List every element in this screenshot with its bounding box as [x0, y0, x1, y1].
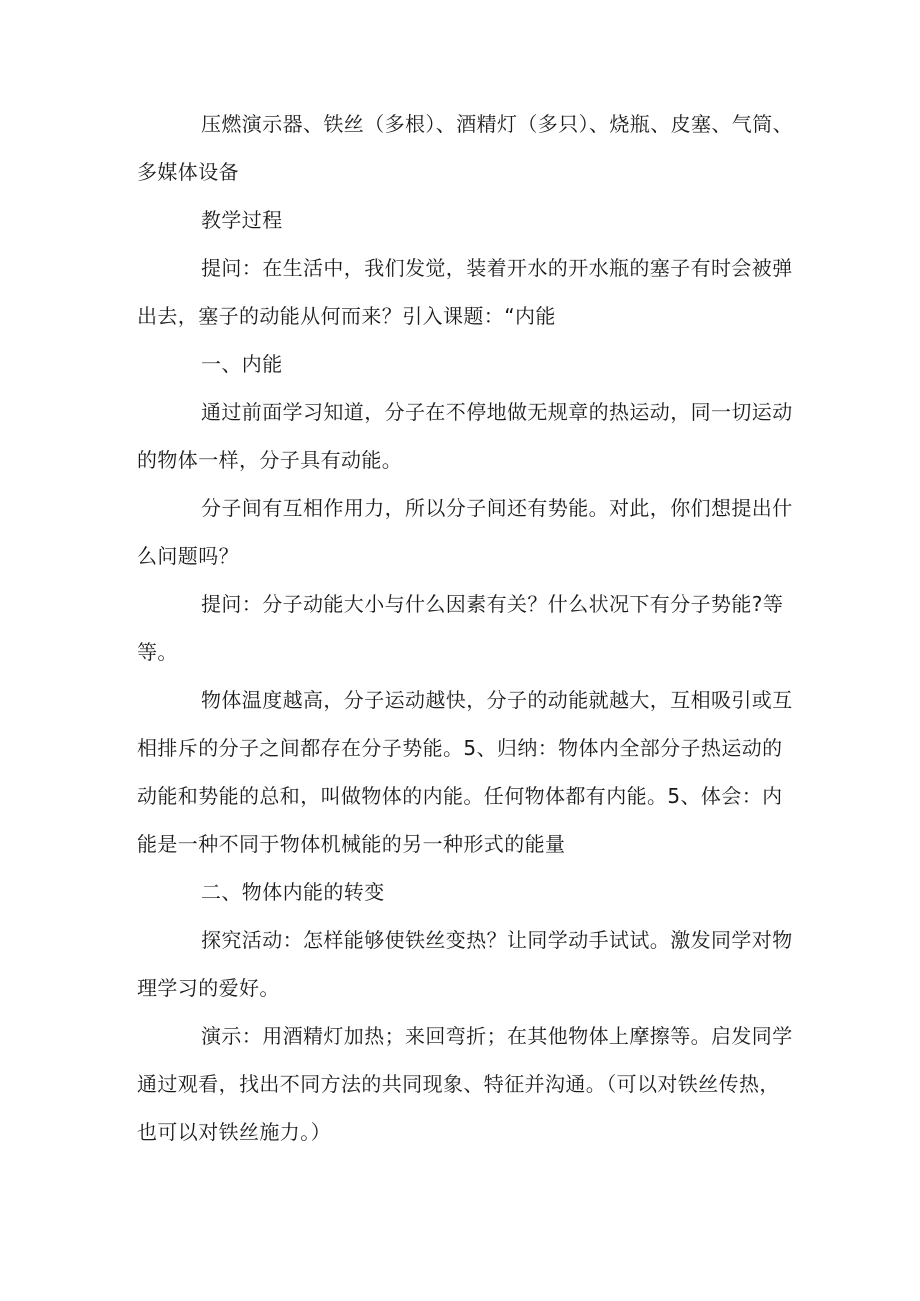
paragraph-demonstration: 演示：用酒精灯加热；来回弯折；在其他物体上摩擦等。启发同学通过观看，找出不同方法的共同现象、特征并沟通。（可以对铁丝传热，也可以对铁丝施力。）	[137, 1024, 793, 1144]
paragraph-molecular-kinetic-energy: 通过前面学习知道，分子在不停地做无规章的热运动，同一切运动的物体一样，分子具有动能。	[137, 400, 793, 472]
paragraph-inquiry-activity: 探究活动：怎样能够使铁丝变热？让同学动手试试。激发同学对物理学习的爱好。	[137, 928, 793, 1000]
paragraph-materials: 压燃演示器、铁丝（多根）、酒精灯（多只）、烧瓶、皮塞、气筒、多媒体设备	[137, 112, 793, 184]
heading-teaching-process: 教学过程	[201, 208, 283, 232]
document-body	[137, 100, 797, 1156]
paragraph-temperature-summary: 物体温度越高，分子运动越快，分子的动能就越大，互相吸引或互相排斥的分子之间都存在分子势能。5、归纳：物体内全部分子热运动的动能和势能的总和，叫做物体的内能。任何物体都有内能。5、体会：内能是一种不同于物体机械能的另一种形式的能量	[137, 688, 793, 856]
paragraph-question-factors: 提问：分子动能大小与什么因素有关？什么状况下有分子势能?等等。	[137, 592, 784, 664]
heading-change-internal-energy: 二、物体内能的转变	[201, 880, 385, 904]
paragraph-question-intro: 提问：在生活中，我们发觉，装着开水的开水瓶的塞子有时会被弹出去，塞子的动能从何而来？引入课题：“内能	[137, 256, 793, 328]
paragraph-molecular-potential-energy: 分子间有互相作用力，所以分子间还有势能。对此，你们想提出什么问题吗？	[137, 496, 793, 568]
heading-internal-energy: 一、内能	[201, 352, 283, 376]
